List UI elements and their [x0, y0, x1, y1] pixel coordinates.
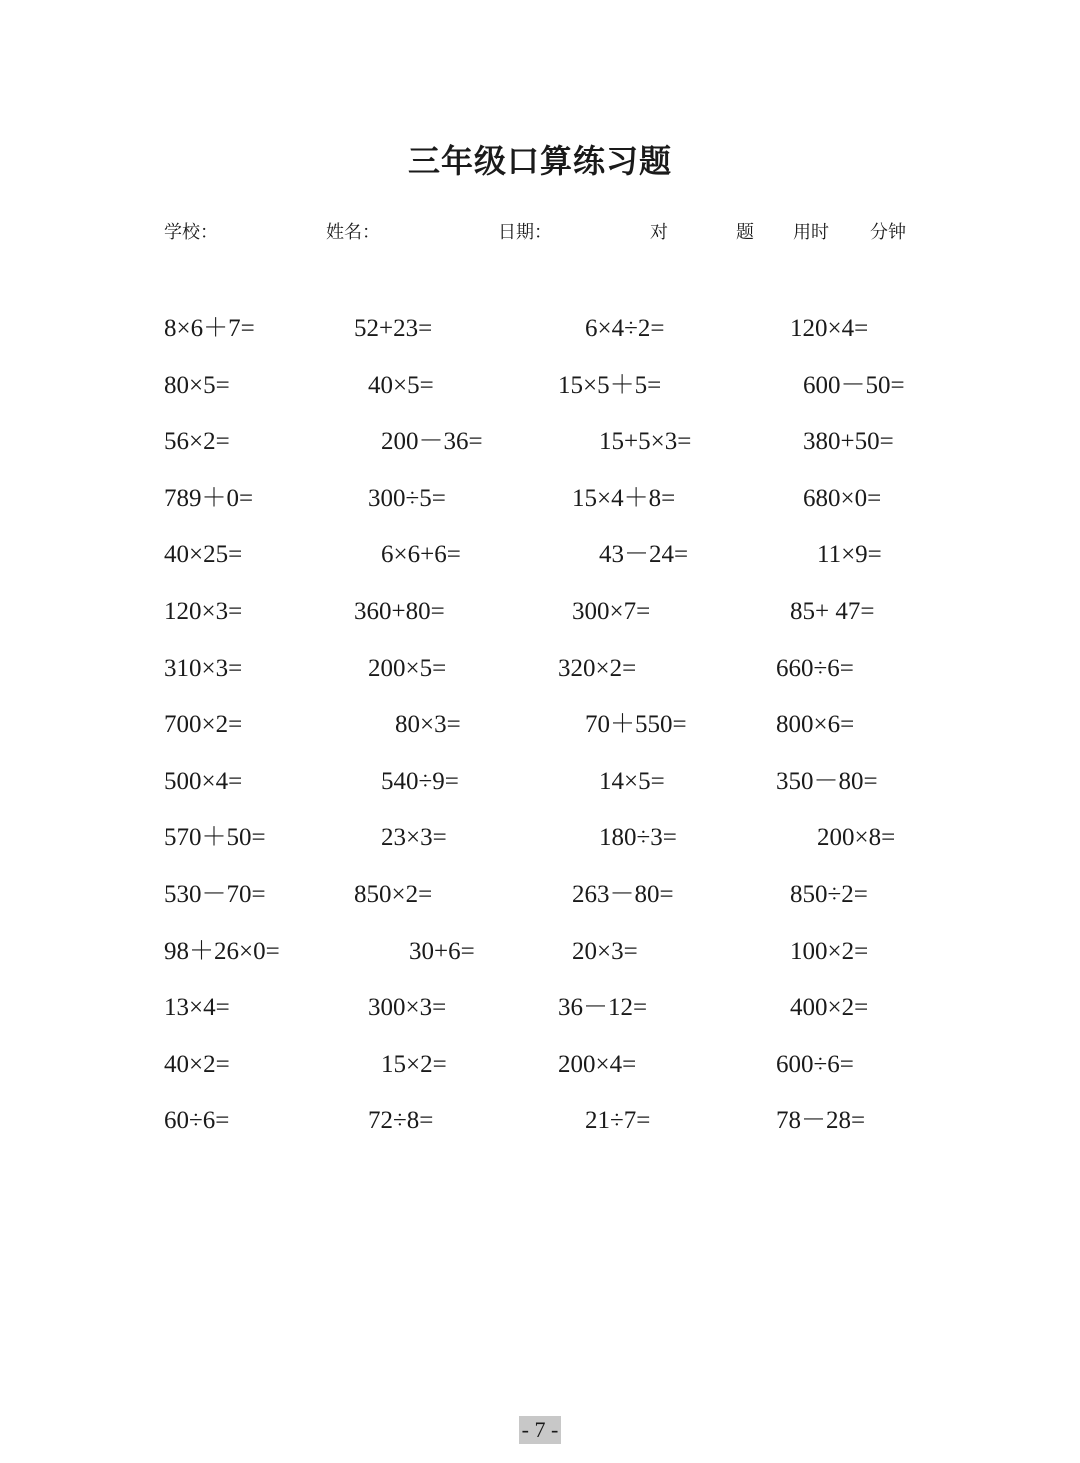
problem-r5-c1: 40×25=: [164, 541, 243, 568]
problem-r11-c3: 263－80=: [572, 881, 674, 908]
problem-r15-c2: 72÷8=: [368, 1107, 434, 1134]
problem-r14-c1: 40×2=: [164, 1051, 230, 1078]
problem-r8-c2: 80×3=: [395, 711, 461, 738]
questions-label: 题: [736, 222, 754, 243]
problem-r5-c4: 11×9=: [817, 541, 882, 568]
problem-r14-c2: 15×2=: [381, 1051, 447, 1078]
problem-r12-c1: 98＋26×0=: [164, 938, 280, 965]
problem-r2-c2: 40×5=: [368, 372, 434, 399]
problem-r5-c2: 6×6+6=: [381, 541, 461, 568]
name-label: 姓名：: [326, 222, 380, 243]
problem-r7-c2: 200×5=: [368, 655, 447, 682]
school-label: 学校：: [164, 222, 218, 243]
problem-r11-c1: 530－70=: [164, 881, 266, 908]
problem-r9-c4: 350－80=: [776, 768, 878, 795]
problem-r1-c4: 120×4=: [790, 315, 869, 342]
problem-r3-c3: 15+5×3=: [599, 428, 692, 455]
page-number: - 7 -: [519, 1416, 561, 1444]
problem-r11-c4: 850÷2=: [790, 881, 868, 908]
problem-r4-c2: 300÷5=: [368, 485, 446, 512]
time-used-label: 用时: [793, 222, 829, 243]
problem-r8-c3: 70＋550=: [585, 711, 687, 738]
problem-r3-c2: 200－36=: [381, 428, 483, 455]
problem-r2-c1: 80×5=: [164, 372, 230, 399]
problem-r10-c4: 200×8=: [817, 824, 896, 851]
worksheet-title: 三年级口算练习题: [407, 142, 672, 180]
date-label: 日期：: [498, 222, 552, 243]
problem-r1-c2: 52+23=: [354, 315, 433, 342]
problem-r12-c3: 20×3=: [572, 938, 638, 965]
problem-r7-c4: 660÷6=: [776, 655, 854, 682]
minutes-label: 分钟: [870, 222, 906, 243]
problem-r8-c4: 800×6=: [776, 711, 855, 738]
problem-r9-c2: 540÷9=: [381, 768, 459, 795]
problem-r14-c3: 200×4=: [558, 1051, 637, 1078]
problem-r1-c1: 8×6＋7=: [164, 315, 255, 342]
problem-r5-c3: 43－24=: [599, 541, 689, 568]
problem-r11-c2: 850×2=: [354, 881, 433, 908]
problem-r7-c1: 310×3=: [164, 655, 243, 682]
problem-r3-c1: 56×2=: [164, 428, 230, 455]
problem-r4-c3: 15×4＋8=: [572, 485, 676, 512]
problem-r10-c1: 570＋50=: [164, 824, 266, 851]
problem-r2-c3: 15×5＋5=: [558, 372, 662, 399]
problem-r6-c2: 360+80=: [354, 598, 445, 625]
problem-r9-c1: 500×4=: [164, 768, 243, 795]
problem-r15-c3: 21÷7=: [585, 1107, 651, 1134]
problem-r8-c1: 700×2=: [164, 711, 243, 738]
problem-r9-c3: 14×5=: [599, 768, 665, 795]
problem-r13-c4: 400×2=: [790, 994, 869, 1021]
problem-r13-c3: 36－12=: [558, 994, 648, 1021]
problem-r4-c1: 789＋0=: [164, 485, 254, 512]
problem-r15-c1: 60÷6=: [164, 1107, 230, 1134]
problem-r10-c2: 23×3=: [381, 824, 447, 851]
problem-r6-c3: 300×7=: [572, 598, 651, 625]
problem-r6-c1: 120×3=: [164, 598, 243, 625]
problem-r13-c1: 13×4=: [164, 994, 230, 1021]
problem-r14-c4: 600÷6=: [776, 1051, 854, 1078]
problem-r6-c4: 85+ 47=: [790, 598, 875, 625]
problem-r7-c3: 320×2=: [558, 655, 637, 682]
problem-r3-c4: 380+50=: [803, 428, 894, 455]
problem-r10-c3: 180÷3=: [599, 824, 677, 851]
problem-r13-c2: 300×3=: [368, 994, 447, 1021]
problem-r4-c4: 680×0=: [803, 485, 882, 512]
problem-r12-c2: 30+6=: [409, 938, 475, 965]
problem-r2-c4: 600－50=: [803, 372, 905, 399]
problem-r12-c4: 100×2=: [790, 938, 869, 965]
problem-r15-c4: 78－28=: [776, 1107, 866, 1134]
correct-label: 对: [650, 222, 668, 243]
problem-r1-c3: 6×4÷2=: [585, 315, 665, 342]
